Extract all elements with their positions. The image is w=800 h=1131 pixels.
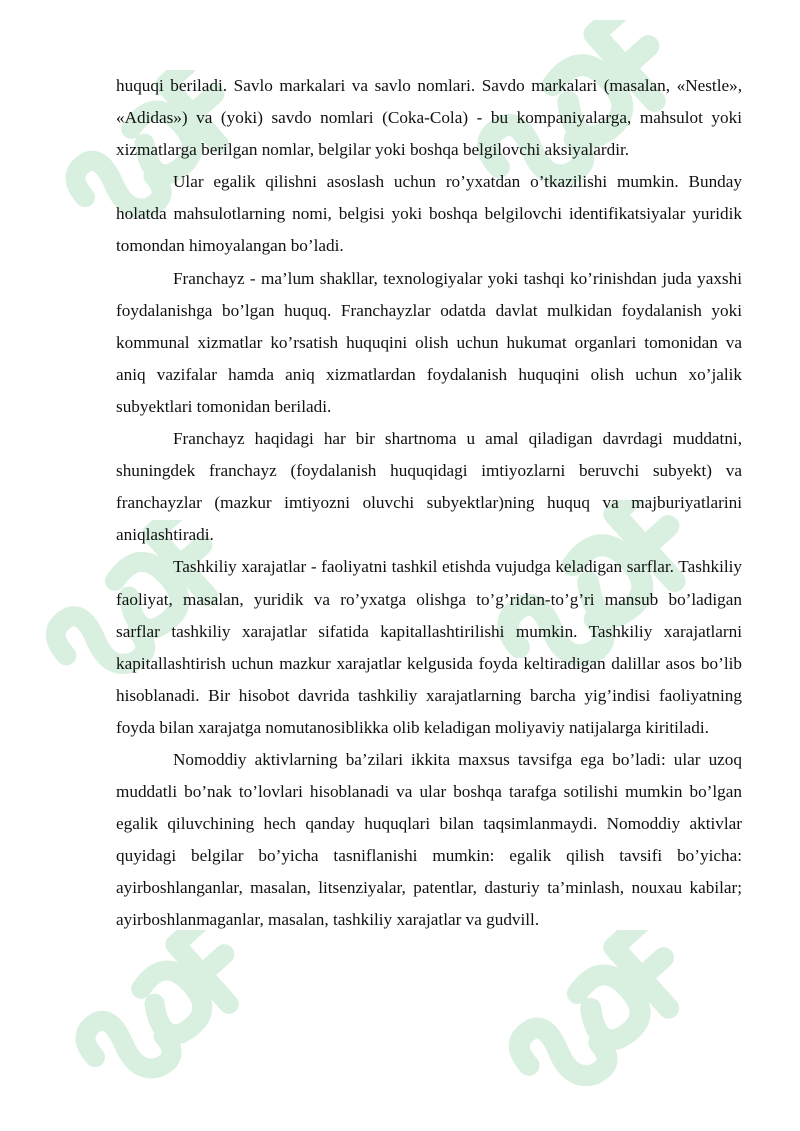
- soff-watermark-icon: [500, 930, 750, 1130]
- paragraph: Tashkiliy xarajatlar - faoliyatni tashkil etishda vujudga keladigan sarflar. Tashkiliy faoliyat, masalan, yuridik va ro’yxatga olishga to’g’ridan-to’g’ri mansub bo’ladigan sarflar tashkiliy xarajatlar sifatida kapitallashtirilishi mumkin. Tashkiliy xarajatlarni kapitallashtirish uchun mazkur xarajatlar kelgusida foyda keltiradigan dalillar asos bo’lib hisoblanadi. Bir hisobot davrida tashkiliy xarajatlarning barcha yig’indisi faoliyatning foyda bilan xarajatga nomutanosiblikka olib keladigan moliyaviy natijalarga kiritiladi.: [116, 557, 742, 737]
- paragraph: huquqi beriladi. Savlo markalari va savlo nomlari. Savdo markalari (masalan, «Nestle», «Adidas») va (yoki) savdo nomlari (Coka-Cola) - bu kompaniyalarga, mahsulot yoki xizmatlarga berilgan nomlar, belgilar yoki boshqa belgilovchi aksiyalardir.: [116, 76, 742, 160]
- paragraph: Franchayz haqidagi har bir shartnoma u amal qiladigan davrdagi muddatni, shuningdek franchayz (foydalanish huquqidagi imtiyozlarni beruvchi subyekt) va franchayzlar (mazkur imtiyozni oluvchi subyektlar)ning huquq va majburiyatlarini aniqlashtiradi.: [116, 429, 742, 545]
- paragraph: Ular egalik qilishni asoslash uchun ro’yxatdan o’tkazilishi mumkin. Bunday holatda mahsulotlarning nomi, belgisi yoki boshqa belgilovchi identifikatsiyalar yuridik tomondan himoyalangan bo’ladi.: [116, 172, 742, 256]
- document-body: [116, 70, 742, 937]
- paragraph: Nomoddiy aktivlarning ba’zilari ikkita maxsus tavsifga ega bo’ladi: ular uzoq muddatli bo’nak to’lovlari hisoblanadi va ular boshqa tarafga sotilishi mumkin bo’lgan egalik qiluvchining hech qanday huquqlari bilan taqsimlanmaydi. Nomoddiy aktivlar quyidagi belgilar bo’yicha tasniflanishi mumkin: egalik qilish tavsifi bo’yicha: ayirboshlanganlar, masalan, litsenziyalar, patentlar, dasturiy ta’minlash, nouxau kabilar; ayirboshlanmaganlar, masalan, tashkiliy xarajatlar va gudvill.: [116, 749, 742, 930]
- soff-watermark-icon: [70, 930, 300, 1130]
- paragraph: Franchayz - ma’lum shakllar, texnologiyalar yoki tashqi ko’rinishdan juda yaxshi foydalanishga bo’lgan huquq. Franchayzlar odatda davlat mulkidan foydalanish yoki kommunal xizmatlar ko’rsatish huquqini olish uchun hukumat organlari tomonidan va aniq vazifalar hamda aniq xizmatlardan foydalanish huquqini olish uchun xo’jalik subyektlari tomonidan beriladi.: [116, 268, 742, 416]
